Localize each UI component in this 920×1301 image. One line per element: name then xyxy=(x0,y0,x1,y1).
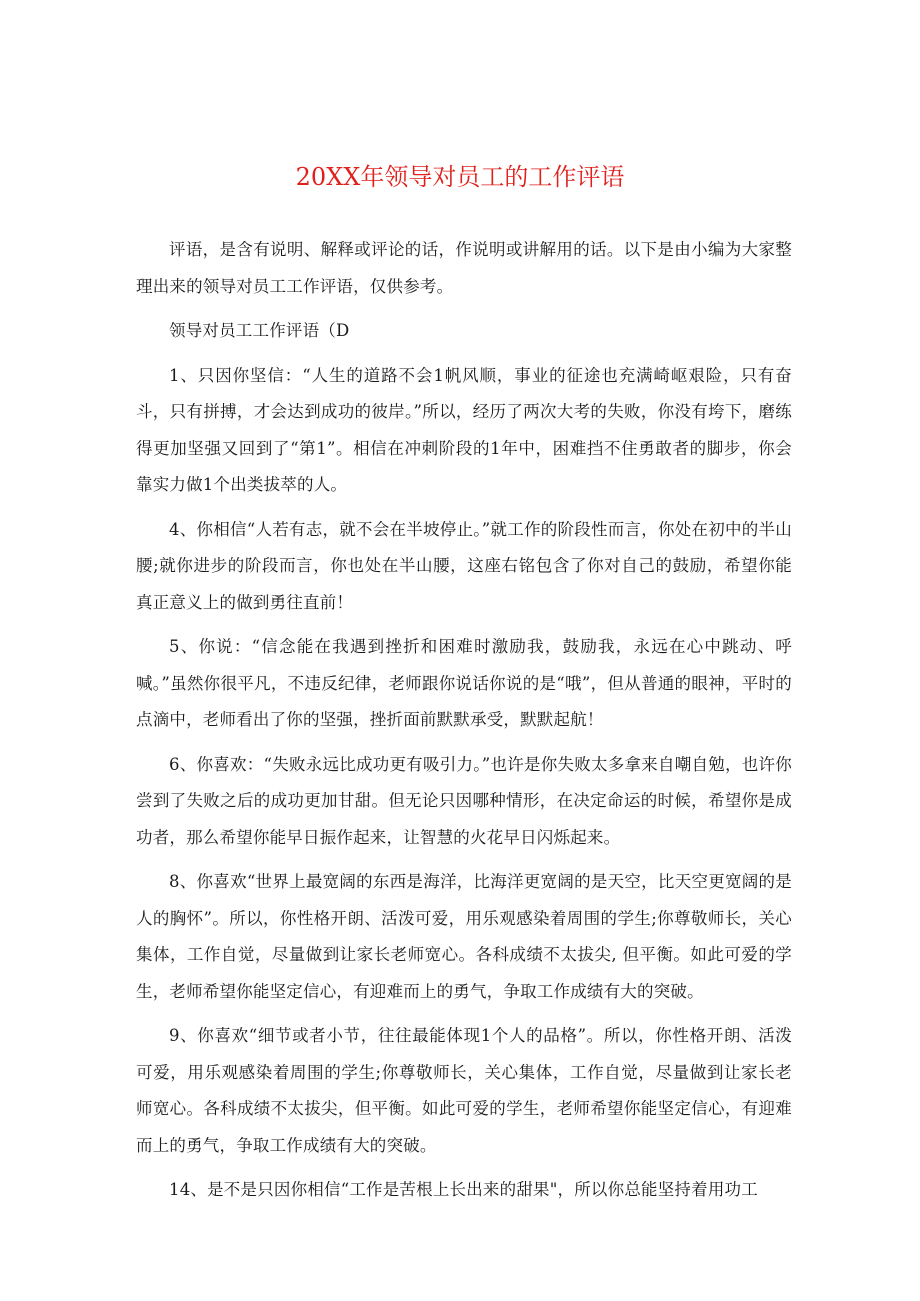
paragraph-4: 4、你相信“人若有志，就不会在半坡停止。”就工作的阶段性而言，你处在初中的半山腰;就你进步的阶段而言，你也处在半山腰，这座右铭包含了你对自己的鼓励，希望你能真正意义上的做到勇往直前！ xyxy=(136,519,792,612)
document-body xyxy=(136,232,792,1223)
paragraph-1: 1、只因你坚信：“人生的道路不会1帆风顺，事业的征途也充满崎岖艰险，只有奋斗，只有拼搏，才会达到成功的彼岸。”所以，经历了两次大考的失败，你没有垮下，磨练得更加坚强又回到了“第1”。相信在冲刺阶段的1年中，困难挡不住勇敢者的脚步，你会靠实力做1个出类拔萃的人。 xyxy=(136,365,792,494)
paragraph-8: 8、你喜欢“世界上最宽阔的东西是海洋，比海洋更宽阔的是天空，比天空更宽阔的是人的胸怀”。所以，你性格开朗、活泼可爱，用乐观感染着周围的学生;你尊敬师长，关心集体，工作自觉，尽量做到让家长老师宽心。各科成绩不太拔尖, 但平衡。如此可爱的学生，老师希望你能坚定信心，有迎难而上的勇气，争取工作成绩有大的突破。 xyxy=(136,872,792,1001)
paragraph-9: 9、你喜欢“细节或者小节，往往最能体现1个人的品格”。所以，你性格开朗、活泼可爱，用乐观感染着周围的学生;你尊敬师长，关心集体，工作自觉，尽量做到让家长老师宽心。各科成绩不太拔尖，但平衡。如此可爱的学生，老师希望你能坚定信心，有迎难而上的勇气，争取工作成绩有大的突破。 xyxy=(136,1026,792,1155)
section-heading: 领导对员工工作评语（D xyxy=(169,321,350,340)
document-title: 20XX年领导对员工的工作评语 xyxy=(295,163,625,191)
intro-paragraph: 评语，是含有说明、解释或评论的话，作说明或讲解用的话。以下是由小编为大家整理出来的领导对员工工作评语，仅供参考。 xyxy=(136,240,792,296)
paragraph-5: 5、你说：“信念能在我遇到挫折和困难时激励我，鼓励我，永远在心中跳动、呼喊。”虽然你很平凡，不违反纪律，老师跟你说话你说的是“哦”，但从普通的眼神，平时的点滴中，老师看出了你的坚强，挫折面前默默承受，默默起航！ xyxy=(136,637,792,729)
paragraph-14: 14、是不是只因你相信“工作是苦根上长出来的甜果"，所以你总能坚持着用功工 xyxy=(169,1180,758,1199)
paragraph-6: 6、你喜欢：“失败永远比成功更有吸引力。”也许是你失败太多拿来自嘲自勉，也许你尝到了失败之后的成功更加甘甜。但无论只因哪种情形，在决定命运的时候，希望你是成功者，那么希望你能早日振作起来，让智慧的火花早日闪烁起来。 xyxy=(136,754,792,847)
